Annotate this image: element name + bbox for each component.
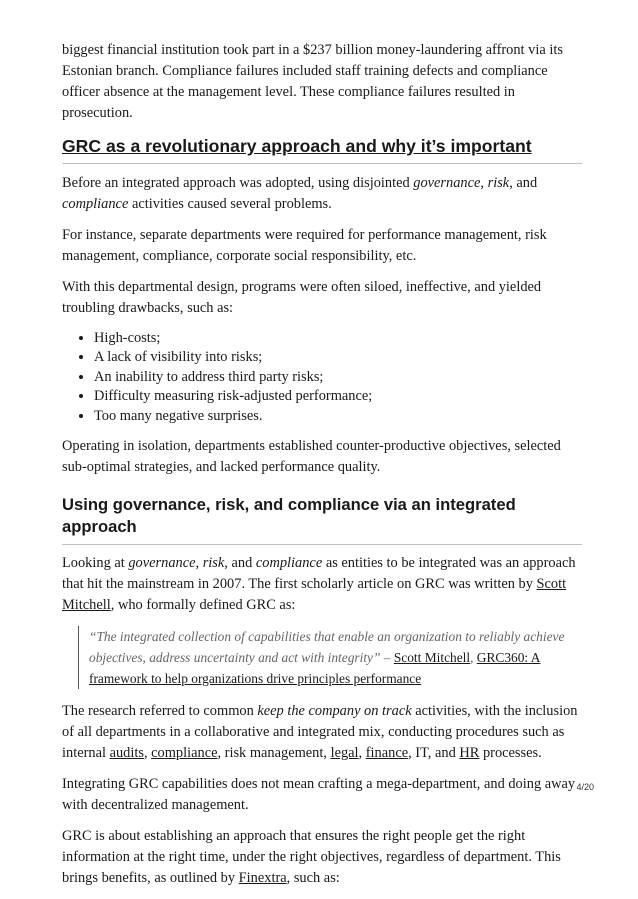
list-item: • An inability to address third party risks; [94, 368, 582, 387]
paragraph-disjointed-approach [62, 173, 582, 215]
grc-definition-quote [78, 626, 582, 689]
text-run: as entities to be integrated was an approach that hit the mainstream in 2007. The first scholarly article on GRC was written by [62, 555, 576, 593]
link-finance[interactable]: finance [365, 745, 409, 762]
list-item: • A lack of visibility into risks; [94, 348, 582, 367]
quote-dash: – [380, 650, 394, 666]
emphasis-compliance: compliance [62, 196, 129, 212]
text-run: , and [224, 555, 256, 572]
paragraph-mega-department: Integrating GRC capabilities does not mean crafting a mega-department, and doing away with decentralized management. [62, 776, 576, 814]
text-run: Before an integrated approach was adopted, using disjointed [62, 175, 414, 191]
link-scott-mitchell-quote[interactable]: Scott Mitchell [393, 650, 471, 666]
emphasis-risk: risk [487, 175, 510, 191]
emphasis-governance: governance [413, 175, 481, 191]
emphasis-keep-on-track: keep the company on track [257, 703, 412, 720]
text-run: activities caused several problems. [128, 196, 332, 212]
quote-separator: , [470, 650, 477, 666]
text-run: , [358, 745, 366, 762]
quote-text: “The integrated collection of capabilities that enable an organization to reliably achieve objectives, address uncertainty and act with integrity” [89, 629, 565, 666]
section-heading-grc-revolutionary: GRC as a revolutionary approach and why it’s important [62, 134, 582, 164]
text-run: , [143, 745, 152, 762]
paragraph-separate-departments: For instance, separate departments were required for performance management, risk management, compliance, corporate social responsibility, etc. [62, 227, 547, 264]
paragraph-departmental-design: With this departmental design, programs were often siloed, ineffective, and yielded troubling drawbacks, such as: [62, 279, 542, 316]
text-run: , such as: [286, 870, 340, 887]
text-run: , IT, and [408, 745, 460, 762]
list-item: • Too many negative surprises. [94, 407, 582, 426]
text-run: , [480, 175, 488, 191]
list-item: • Difficulty measuring risk-adjusted performance; [94, 387, 582, 406]
text-run: processes. [479, 745, 542, 762]
text-run: , [195, 555, 203, 572]
list-item: • High-costs; [94, 329, 582, 348]
drawbacks-list [62, 329, 582, 426]
link-grc360-framework[interactable]: GRC360: A framework to help organizations drive principles performance [89, 650, 541, 687]
text-run: activities, with the inclusion of all departments in a collaborative and integrated mix, conducting procedures such as internal [62, 703, 578, 762]
link-audits[interactable]: audits [109, 745, 144, 762]
page-number: 4/20 [576, 782, 594, 792]
paragraph-grc-benefits [62, 826, 582, 889]
text-run: , risk management, [217, 745, 331, 762]
emphasis-governance: governance [128, 555, 196, 572]
intro-paragraph: biggest financial institution took part in a $237 billion money-laundering affront via its Estonian branch. Compliance failures included staff training defects and compliance officer absence at the management level. These compliance failures resulted in prosecution. [62, 42, 563, 121]
link-finextra[interactable]: Finextra [238, 870, 287, 887]
paragraph-research-referred [62, 701, 582, 764]
text-run: , who formally defined GRC as: [110, 597, 296, 614]
paragraph-isolation: Operating in isolation, departments established counter-productive objectives, selected sub-optimal strategies, and lacked performance quality. [62, 438, 561, 476]
link-scott-mitchell[interactable]: Scott Mitchell [62, 576, 567, 614]
document-page [62, 40, 582, 899]
paragraph-looking-at-grc [62, 553, 582, 616]
text-run: GRC is about establishing an approach that ensures the right people get the right information at the right time, under the right objectives, regardless of department. This brings benefits, as outlined by [62, 828, 561, 887]
emphasis-compliance: compliance [255, 555, 323, 572]
link-compliance[interactable]: compliance [151, 745, 218, 762]
text-run: , and [509, 175, 538, 191]
link-legal[interactable]: legal [330, 745, 359, 762]
text-run: The research referred to common [62, 703, 258, 720]
link-hr[interactable]: HR [459, 745, 480, 762]
emphasis-risk: risk [202, 555, 225, 572]
text-run: Looking at [62, 555, 129, 572]
section-heading-integrated-approach: Using governance, risk, and compliance via an integrated approach [62, 494, 582, 545]
